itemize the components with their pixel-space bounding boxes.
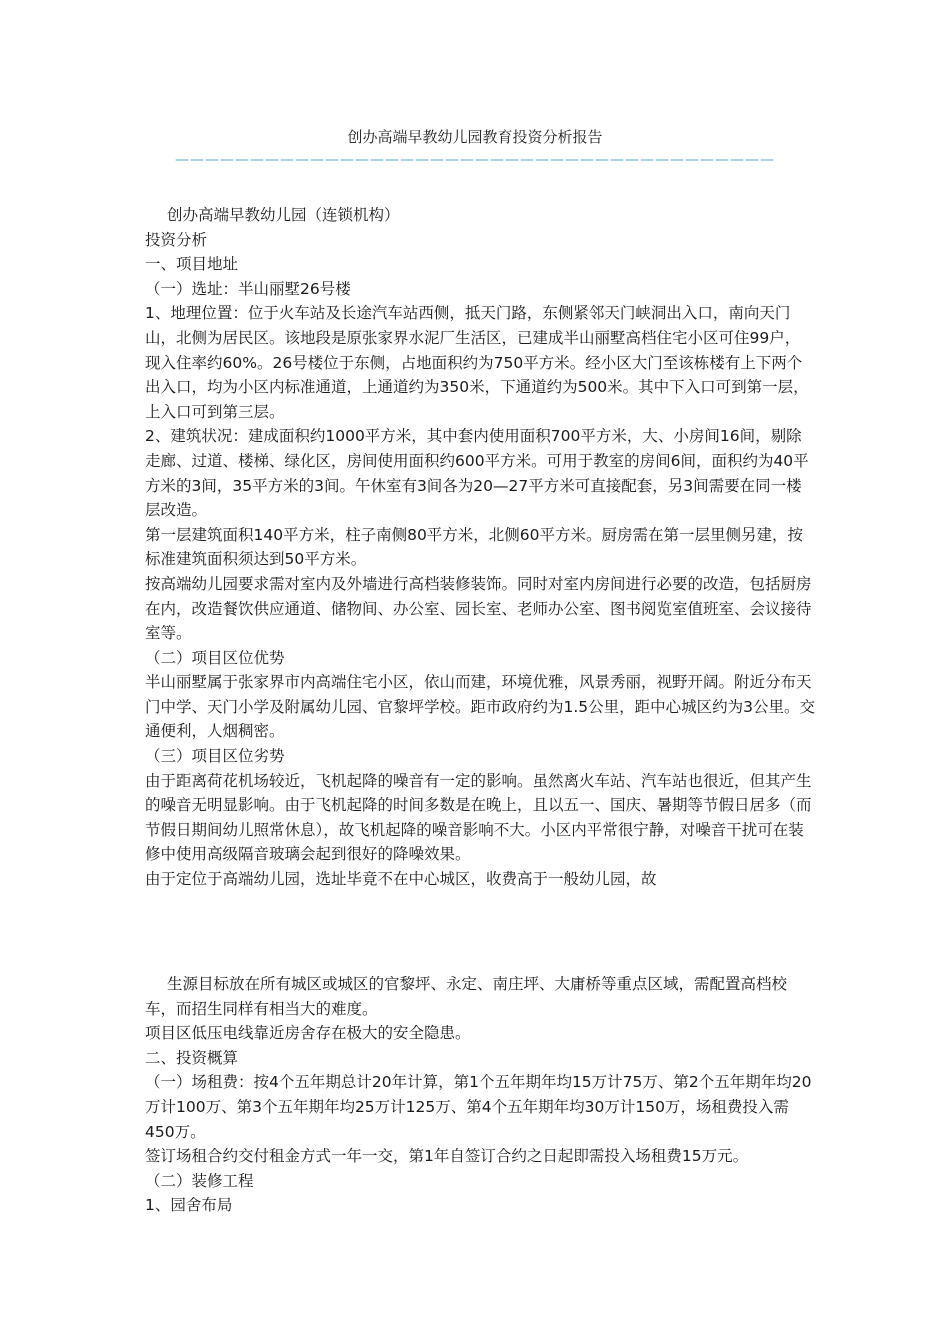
- subheading-site: （一）选址：半山丽墅26号楼: [145, 279, 351, 298]
- paragraph-advantages: 半山丽墅属于张家界市内高端住宅小区，依山而建，环境优雅，风景秀丽，视野开阔。附近分布天门中学、天门小学及附属幼儿园、官黎坪学校。距市政府约为1.5公里，距中心城区约为3公里。交通便利，人烟稠密。: [145, 673, 816, 741]
- document-title: 创办高端早教幼儿园教育投资分析报告: [347, 128, 603, 146]
- section-two: [145, 972, 815, 1218]
- subheading-disadvantages: （三）项目区位劣势: [145, 747, 285, 766]
- subtitle: 创办高端早教幼儿园（连锁机构）: [167, 206, 400, 224]
- paragraph-rent-payment: 签订场租合约交付租金方式一年一交，第1年自签订合约之日起即需投入场租费15万元。: [145, 1147, 749, 1166]
- subheading-decoration: （二）装修工程: [145, 1171, 254, 1190]
- paragraph-enrollment: 生源目标放在所有城区或城区的官黎坪、永定、南庄坪、大庸桥等重点区域，需配置高档校车，而招生同样有相当大的难度。: [145, 975, 788, 1018]
- subheading-layout: 1、园舍布局: [145, 1196, 233, 1215]
- paragraph-building: 2、建筑状况：建成面积约1000平方米，其中套内使用面积700平方米，大、小房间16间，剔除走廊、过道、楼梯、绿化区，房间使用面积约600平方米。可用于教室的房间6间，面积约为40平方米的3间，35平方米的3间。午休室有3间各为20—27平方米可直接配套，另3间需要在同一楼层改造。: [145, 427, 809, 520]
- paragraph-positioning: 由于定位于高端幼儿园，选址毕竟不在中心城区，收费高于一般幼儿园，故: [145, 870, 657, 889]
- subtitle-line-2: 投资分析: [145, 230, 208, 249]
- paragraph-noise: 由于距离荷花机场较近，飞机起降的噪音有一定的影响。虽然离火车站、汽车站也很近，但其产生的噪音无明显影响。由于飞机起降的时间多数是在晚上，且以五一、国庆、暑期等节假日居多（而节假日期间幼儿照常休息），故飞机起降的噪音影响不大。小区内平常很宁静，对噪音干扰可在装修中使用高级隔音玻璃会起到很好的降噪效果。: [145, 771, 812, 864]
- paragraph-first-floor: 第一层建筑面积140平方米，柱子南侧80平方米，北侧60平方米。厨房需在第一层里侧另建，按标准建筑面积须达到50平方米。: [145, 525, 804, 569]
- title-divider: ————————————————————————————————————————: [175, 152, 775, 168]
- paragraph-renovation: 按高端幼儿园要求需对室内及外墙进行高档装修装饰。同时对室内房间进行必要的改造，包括厨房在内，改造餐饮供应通道、储物间、办公室、园长室、老师办公室、图书阅览室值班室、会议接待室等。: [145, 574, 812, 643]
- subheading-advantages: （二）项目区位优势: [145, 648, 285, 667]
- paragraph-rent: （一）场租费：按4个五年期总计20年计算，第1个五年期年均15万计75万、第2个五年期年均20万计100万、第3个五年期年均25万计125万、第4个五年期年均30万计150万，场租费投入需450万。: [145, 1073, 812, 1141]
- paragraph-location: 1、地理位置：位于火车站及长途汽车站西侧，抵天门路，东侧紧邻天门峡洞出入口，南向天门山，北侧为居民区。该地段是原张家界水泥厂生活区，已建成半山丽墅高档住宅小区可住99户，现入住率约60%。26号楼位于东侧，占地面积约为750平方米。经小区大门至该栋楼有上下两个出入口，均为小区内标准通道，上通道约为350米，下通道约为500米。其中下入口可到第一层，上入口可到第三层。: [145, 304, 809, 421]
- paragraph-safety: 项目区低压电线靠近房舍存在极大的安全隐患。: [145, 1024, 471, 1043]
- section-one: [145, 203, 815, 892]
- heading-investment: 二、投资概算: [145, 1048, 239, 1067]
- heading-project-address: 一、项目地址: [145, 255, 239, 274]
